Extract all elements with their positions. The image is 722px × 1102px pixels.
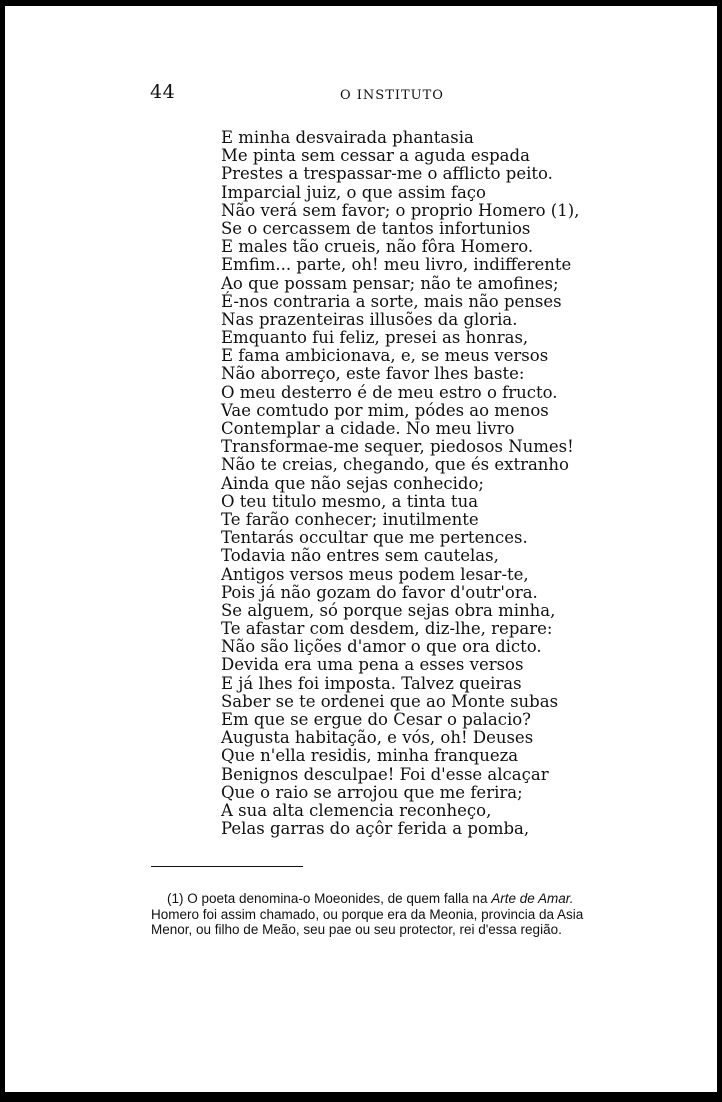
poem-line: Não aborreço, este favor lhes baste: [221, 364, 525, 384]
poem-line: Se o cercassem de tantos infortunios [221, 218, 531, 238]
footnote-line-3: Menor, ou filho de Meão, seu pae ou seu protector, rei d'essa região. [151, 922, 562, 937]
poem-line: Todavia não entres sem cautelas, [221, 546, 499, 566]
poem-line: Me pinta sem cessar a aguda espada [221, 146, 530, 166]
poem-line: Prestes a trespassar-me o afflicto peito. [221, 164, 553, 184]
poem-line: Te afastar com desdem, diz-lhe, repare: [221, 619, 553, 639]
poem-line: Emfim... parte, oh! meu livro, indifferente [221, 255, 572, 275]
poem-line: Que n'ella residis, minha franqueza [221, 746, 519, 766]
poem-line: Não verá sem favor; o proprio Homero (1), [221, 200, 580, 220]
poem-line: É-nos contraria a sorte, mais não penses [221, 291, 562, 311]
poem-line: Ainda que não sejas conhecido; [221, 473, 484, 493]
poem-line: E minha desvairada phantasia [221, 128, 474, 147]
poem-line: Benignos desculpae! Foi d'esse alcaçar [221, 764, 549, 784]
poem-line: Não te creias, chegando, que és extranho [221, 455, 569, 475]
footnote-italic-title: Arte de Amar. [491, 891, 574, 906]
poem-line: Não são lições d'amor o que ora dicto. [221, 637, 542, 657]
poem-line: Se alguem, só porque sejas obra minha, [221, 600, 556, 620]
poem-text [221, 129, 641, 838]
poem-line: Imparcial juiz, o que assim faço [221, 182, 486, 202]
poem-line: E fama ambicionava, e, se meus versos [221, 346, 549, 366]
poem-line: Vae comtudo por mim, pódes ao menos [221, 400, 549, 420]
poem-line: Em que se ergue do Cesar o palacio? [221, 710, 532, 729]
footnote [151, 891, 621, 938]
poem-line: O teu titulo mesmo, a tinta tua [221, 491, 479, 511]
poem-line: A sua alta clemencia reconheço, [221, 800, 492, 820]
page-number: 44 [150, 81, 176, 103]
poem-line: Pelas garras do açôr ferida a pomba, [221, 819, 530, 839]
poem-line: Devida era uma pena a esses versos [221, 655, 524, 675]
poem-line: Transformae-me sequer, piedosos Numes! [221, 437, 574, 457]
footnote-divider [151, 866, 303, 867]
poem-line: E já lhes foi imposta. Talvez queiras [221, 673, 522, 693]
poem-line: Te farão conhecer; inutilmente [221, 509, 479, 529]
poem-line: Saber se te ordenei que ao Monte subas [221, 691, 559, 711]
poem-line: Tentarás occultar que me pertences. [221, 528, 528, 548]
poem-line: E males tão crueis, não fôra Homero. [221, 237, 534, 257]
footnote-line-2: Homero foi assim chamado, ou porque era da Meonia, provincia da Asia [151, 906, 584, 922]
poem-line: Antigos versos meus podem lesar-te, [221, 564, 529, 584]
book-page [5, 6, 717, 1092]
poem-line: O meu desterro é de meu estro o fructo. [221, 382, 558, 402]
footnote-text: (1) O poeta denomina-o Moeonides, de quem falla na [167, 891, 492, 906]
poem-line: Que o raio se arrojou que me ferira; [221, 782, 523, 802]
poem-line: Augusta habitação, e vós, oh! Deuses [221, 728, 534, 748]
running-title: O INSTITUTO [340, 88, 444, 103]
poem-line: Ao que possam pensar; não te amofines; [221, 273, 559, 293]
poem-line: Emquanto fui feliz, presei as honras, [221, 328, 529, 348]
poem-line: Contemplar a cidade. No meu livro [221, 419, 515, 438]
footnote-line-1 [151, 891, 621, 907]
poem-line: Pois já não gozam do favor d'outr'ora. [221, 582, 538, 602]
poem-line: Nas prazenteiras illusões da gloria. [221, 309, 518, 329]
